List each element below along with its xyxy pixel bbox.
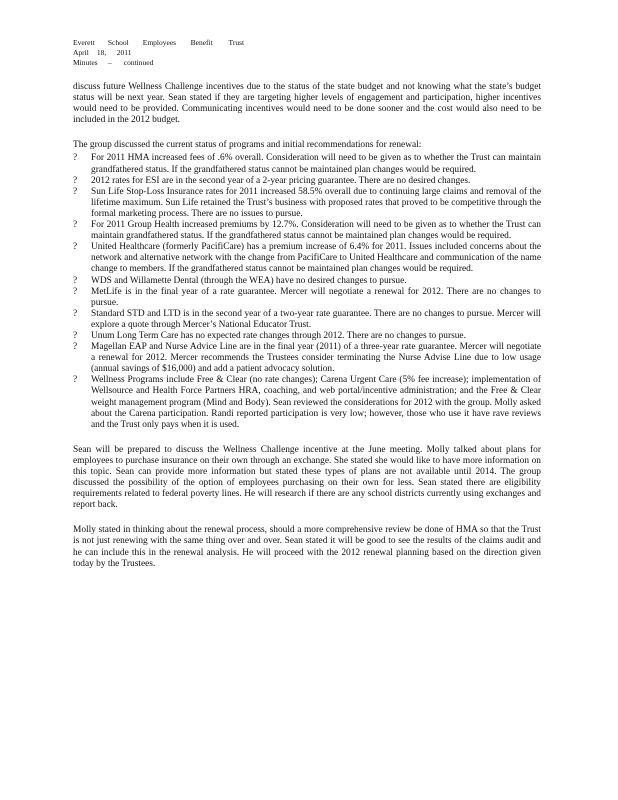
renewal-bullet-list (73, 153, 541, 430)
renewal-bullet-item (73, 176, 541, 187)
bullet-glyph: ? (73, 375, 78, 386)
header-org-word: Benefit (190, 38, 213, 47)
bullet-text: MetLife is in the final year of a rate guarantee. Mercer will negotiate a renewal for 2012. There are no changes to pursue. (91, 286, 541, 308)
bullet-glyph: ? (73, 308, 78, 319)
renewal-bullet-item (73, 220, 541, 242)
bullet-text: Magellan EAP and Nurse Advice Line are in the final year (2011) of a three-year rate guarantee. Mercer will negotiate a renewal for 2012. Mercer recommends the Trustees consider terminating the Nurse Advise Line due to low usage (annual savings of $16,000) and add a patient advocacy solution. (91, 342, 541, 375)
bullet-glyph: ? (73, 330, 78, 341)
bullet-text: Wellness Programs include Free & Clear (no rate changes); Carena Urgent Care (5% fee increase); implementation of Wellsource and Health Force Partners HRA, coaching, and web portal/incentive administration; and the Free & Clear weight management program (Mind and Body). Sean reviewed the considerations for 2012 with the group. Molly asked about the Carena participation. Randi reported participation is very low; however, those who use it have rave reviews and the Trust only pays when it is used. (91, 375, 541, 430)
header-org-word: School (107, 38, 129, 47)
renewal-bullet-item (73, 309, 541, 331)
bullet-text: 2012 rates for ESI are in the second year of a 2-year pricing guarantee. There are no desired changes. (91, 175, 471, 186)
renewal-bullet-item (73, 375, 541, 430)
renewal-bullet-item (73, 342, 541, 375)
paragraph-exchange-discussion: Sean will be prepared to discuss the Wellness Challenge incentive at the June meeting. Molly talked about plans for employees to purchase insurance on their own through an exchange. She stated she would like to have more information on this topic. Sean can provide more information but stated these types of plans are not available until 2014. The group discussed the possibility of the option of employees purchasing on their own for less. Sean stated there are eligibility requirements related to federal poverty lines. He will research if there are any school districts currently using exchanges and report back. (73, 444, 541, 511)
bullet-glyph: ? (73, 242, 78, 253)
header-minutes-word: continued (123, 58, 154, 67)
bullet-glyph: ? (73, 153, 78, 164)
renewal-bullet-item (73, 276, 541, 287)
header-minutes-word: Minutes (73, 58, 98, 67)
bullet-glyph: ? (73, 186, 78, 197)
bullet-text: United Healthcare (formerly PacifiCare) has a premium increase of 6.4% for 2011. Issues included concerns about the network and alternative network with the change from PacifiCare to United Healthcare and communication of the name change to members. If the grandfathered status cannot be maintained plan changes would be required. (91, 242, 541, 275)
bullet-glyph: ? (73, 275, 78, 286)
header-minutes-line (73, 58, 244, 68)
header-date-word: 18, (96, 48, 107, 57)
header-date-word: 2011 (116, 48, 132, 57)
renewal-bullet-item (73, 187, 541, 220)
header-date-line (73, 48, 244, 58)
bullet-glyph: ? (73, 342, 78, 353)
header-org-word: Employees (142, 38, 177, 47)
bullet-text: For 2011 Group Health increased premiums by 12.7%. Consideration will need to be given as to whether the Trust can maintain grandfathered status. If the grandfathered status cannot be maintained plan changes would be required. (91, 220, 541, 242)
bullet-text: For 2011 HMA increased fees of .6% overall. Consideration will need to be given as to whether the Trust can maintain grandfathered status. If the grandfathered status cannot be maintained plan changes would be required. (91, 153, 541, 175)
minutes-body (73, 82, 541, 584)
bullet-text: WDS and Willamette Dental (through the WEA) have no desired changes to pursue. (91, 275, 407, 286)
header-org-line (73, 38, 244, 48)
bullet-glyph: ? (73, 220, 78, 231)
paragraph-wellness-incentives: discuss future Wellness Challenge incentives due to the status of the state budget and not knowing what the state’s budget status will be next year. Sean stated if they are targeting higher levels of engagement and participation, higher incentives would need to be provided. Communicating incentives would need to be done sooner and the cost would also need to be included in the 2012 budget. (73, 82, 541, 126)
header-minutes-word: – (107, 58, 112, 67)
bullet-text: Sun Life Stop-Loss Insurance rates for 2011 increased 58.5% overall due to continuing large claims and removal of the lifetime maximum. Sun Life retained the Trust’s business with proposed rates that proved to be competitive through the formal marketing process. There are no issues to pursue. (91, 186, 541, 219)
renewal-bullet-item (73, 331, 541, 342)
header-org-word: Trust (228, 38, 245, 47)
paragraph-renewal-lead: The group discussed the current status of programs and initial recommendations for renewal: (73, 140, 422, 151)
bullet-glyph: ? (73, 286, 78, 297)
renewal-bullet-item (73, 153, 541, 175)
header-org-word: Everett (73, 38, 95, 47)
header-date-word: April (73, 48, 89, 57)
bullet-glyph: ? (73, 175, 78, 186)
renewal-bullet-item (73, 242, 541, 275)
bullet-text: Standard STD and LTD is in the second year of a two-year rate guarantee. There are no changes to pursue. Mercer will explore a quote through Mercer’s National Educator Trust. (91, 308, 541, 330)
bullet-text: Unum Long Term Care has no expected rate changes through 2012. There are no changes to pursue. (91, 330, 466, 341)
document-header (73, 38, 244, 68)
paragraph-renewal-review: Molly stated in thinking about the renewal process, should a more comprehensive review be done of HMA so that the Trust is not just renewing with the same thing over and over. Sean stated it will be good to see the results of the claims audit and he can include this in the renewal analysis. He will proceed with the 2012 renewal planning based on the direction given today by the Trustees. (73, 525, 541, 569)
renewal-bullet-item (73, 287, 541, 309)
